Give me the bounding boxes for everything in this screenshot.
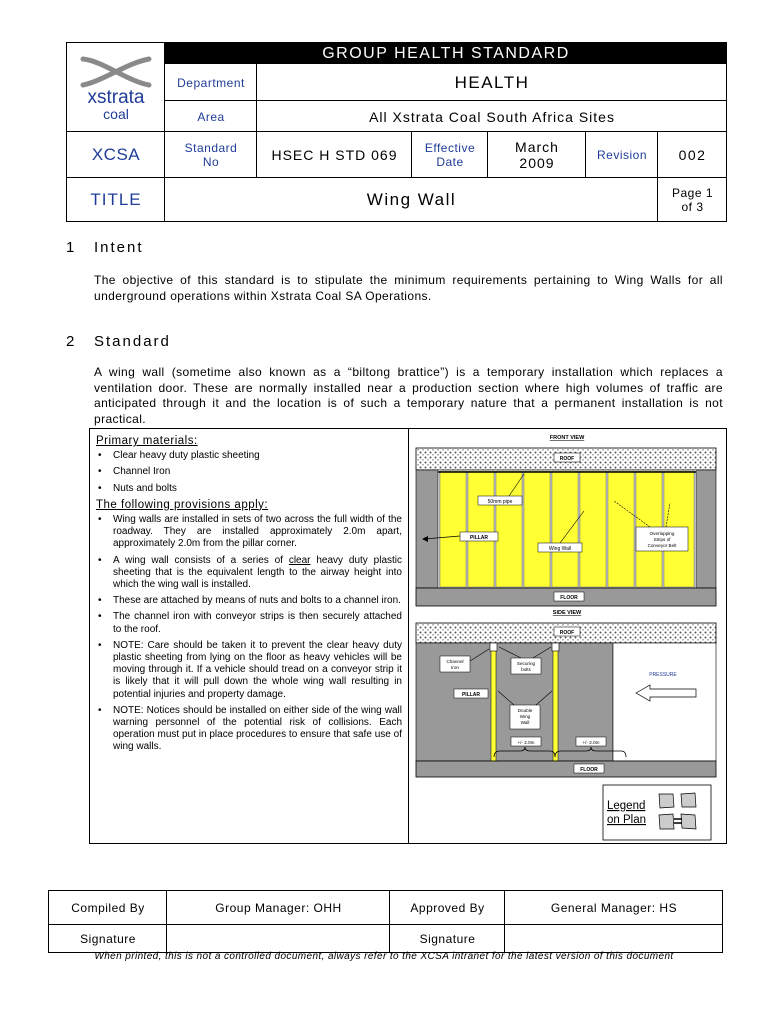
side-floor	[416, 761, 716, 777]
side-view-title: SIDE VIEW	[552, 610, 582, 616]
revision-value: 002	[678, 147, 707, 163]
wing-wall-label: Wing Wall	[548, 546, 572, 552]
logo-sub: coal	[103, 105, 129, 122]
legend-pillar-icon	[681, 793, 696, 807]
company-logo	[67, 43, 165, 132]
pillar-label: PILLAR	[469, 535, 489, 541]
pipe-label: 50mm pipe	[487, 499, 513, 505]
roof-label: ROOF	[559, 456, 575, 462]
legend-pillar-icon	[659, 814, 674, 829]
side-floor-label: FLOOR	[580, 767, 598, 773]
area-label: Area	[197, 109, 225, 124]
list-item-text: A wing wall consists of a series of	[113, 554, 289, 566]
conveyor-strip	[552, 471, 578, 587]
list-item: • Clear heavy duty plastic sheeting	[96, 450, 402, 462]
list-item: • These are attached by means of nuts and bolts to a channel iron.	[96, 595, 402, 607]
standard-no-label-line2: No	[202, 155, 220, 169]
list-item	[96, 555, 402, 592]
channel-iron-mark	[490, 643, 497, 651]
conveyor-strip	[524, 471, 550, 587]
approved-by-label: Approved By	[410, 901, 485, 915]
department-label: Department	[177, 75, 245, 90]
section-title: Standard	[94, 333, 171, 350]
section-intent-heading	[66, 239, 144, 256]
standard-paragraph: A wing wall (sometime also known as a “biltong brattice”) is a temporary installation which replaces a ventilation door. These are normally installed near a production section where high volumes of traffic are anticipated through it and the location is of such a temporary nature that a permanent installation is not practical.	[94, 365, 723, 426]
channel-label-line2: Iron	[451, 665, 459, 670]
section-number: 1	[66, 239, 77, 256]
list-item: • The channel iron with conveyor strips is then securely attached to the roof.	[96, 611, 402, 635]
side-pillar-label: PILLAR	[461, 692, 481, 698]
materials-title: Primary materials:	[96, 435, 198, 447]
side-airway-open	[613, 643, 716, 761]
distance-label: +/- 2.0m	[582, 740, 600, 745]
floor-label: FLOOR	[560, 595, 578, 601]
double-wing-label-line2: Wing	[519, 714, 531, 719]
approval-table	[48, 890, 723, 953]
distance-label: +/- 2.0m	[517, 740, 535, 745]
legend-label-line2: on Plan	[607, 814, 647, 826]
conveyor-strip	[440, 471, 466, 587]
document-header	[66, 42, 727, 222]
standard-no-value: HSEC H STD 069	[271, 147, 398, 163]
securing-label-line1: Securing	[516, 661, 536, 666]
signature-label: Signature	[419, 932, 476, 946]
standard-no-label-line1: Standard	[184, 141, 238, 155]
page-number	[658, 178, 727, 222]
legend-pillar-icon	[681, 814, 696, 829]
signature-label: Signature	[80, 932, 136, 946]
legend-pillar-icon	[659, 794, 674, 808]
approved-by-value: General Manager: HS	[550, 901, 678, 915]
wing-wall-diagram	[414, 431, 720, 841]
provisions-title: The following provisions apply:	[96, 498, 269, 511]
front-view-title: FRONT VIEW	[549, 435, 585, 441]
materials-and-diagram-box	[89, 428, 727, 844]
list-item: • NOTE: Notices should be installed on either side of the wing wall warning personnel of the potential risk of collisions. Each operation must put in place procedures to ensure that safe use of wing walls.	[96, 705, 402, 754]
double-wing-label-line1: Double	[517, 708, 533, 713]
intent-paragraph: The objective of this standard is to stipulate the minimum requirements pertaining to Wing Walls for all underground operations within Xstrata Coal SA Operations.	[94, 273, 723, 303]
overlap-label-line1: Overlapping	[649, 531, 675, 536]
title-label: TITLE	[90, 190, 142, 209]
front-pillar-left	[416, 470, 438, 588]
provisions-list	[96, 514, 402, 754]
side-wall-1	[491, 643, 496, 761]
page-number-line2: of 3	[681, 200, 704, 214]
title-value: Wing Wall	[366, 190, 457, 209]
effective-date-value	[488, 132, 586, 178]
channel-label-line1: Channel	[446, 659, 464, 664]
underlined-word: clear	[288, 554, 311, 566]
effective-date-label	[412, 132, 488, 178]
overlap-label-line3: Conveyor Belt	[647, 543, 677, 548]
materials-list	[96, 450, 402, 495]
section-number: 2	[66, 333, 77, 350]
xstrata-x-icon	[79, 55, 153, 89]
conveyor-strip	[496, 471, 522, 587]
channel-iron-mark	[552, 643, 559, 651]
pressure-label: PRESSURE	[649, 672, 677, 678]
side-roof-label: ROOF	[559, 630, 575, 636]
list-item: • Channel Iron	[96, 466, 402, 478]
org-code: XCSA	[91, 145, 141, 164]
double-wing-label-line3: Wall	[520, 720, 530, 725]
effective-date-label-line1: Effective	[424, 141, 476, 155]
side-wall-2	[553, 643, 558, 761]
front-pillar-right	[696, 470, 716, 588]
section-standard-heading	[66, 333, 171, 350]
conveyor-strip	[608, 471, 634, 587]
area-value: All Xstrata Coal South Africa Sites	[369, 108, 615, 125]
department-value: HEALTH	[454, 72, 530, 92]
list-item: • Nuts and bolts	[96, 483, 402, 495]
compiled-by-label: Compiled By	[71, 901, 145, 915]
securing-label-line2: bolts	[521, 667, 531, 672]
effective-date-label-line2: Date	[436, 155, 464, 169]
group-title: GROUP HEALTH STANDARD	[165, 43, 727, 64]
page-number-line1: Page 1	[671, 186, 714, 200]
effective-date-year: 2009	[519, 155, 555, 171]
controlled-document-note: When printed, this is not a controlled document, always refer to the XCSA intranet for the latest version of this document	[94, 951, 674, 962]
legend-label-line1: Legend	[607, 800, 646, 812]
list-item-text: heavy duty plastic sheeting that is the equivalent length to the airway height into which the wing wall is installed.	[113, 554, 402, 591]
section-title: Intent	[94, 239, 144, 256]
compiled-by-value: Group Manager: OHH	[215, 901, 342, 915]
overlap-label-line2: Strips of	[653, 537, 671, 542]
logo-brand: xstrata	[87, 86, 145, 108]
conveyor-strip	[468, 471, 494, 587]
list-item: • Wing walls are installed in sets of two across the full width of the roadway. They are installed approximately 2.0m apart, approximately 2.0m from the pillar corner.	[96, 514, 402, 551]
conveyor-strip	[580, 471, 606, 587]
effective-date-month: March	[515, 139, 559, 155]
standard-no-label	[165, 132, 257, 178]
revision-label: Revision	[596, 148, 648, 162]
materials-column	[96, 433, 402, 758]
list-item: • NOTE: Care should be taken it to prevent the clear heavy duty plastic sheeting from lying on the floor as heavy vehicles will be moving through it. If a vehicle should tread on a conveyor strip it is likely that it will pull down the whole wing wall resulting in potential injuries and property damage.	[96, 640, 402, 701]
